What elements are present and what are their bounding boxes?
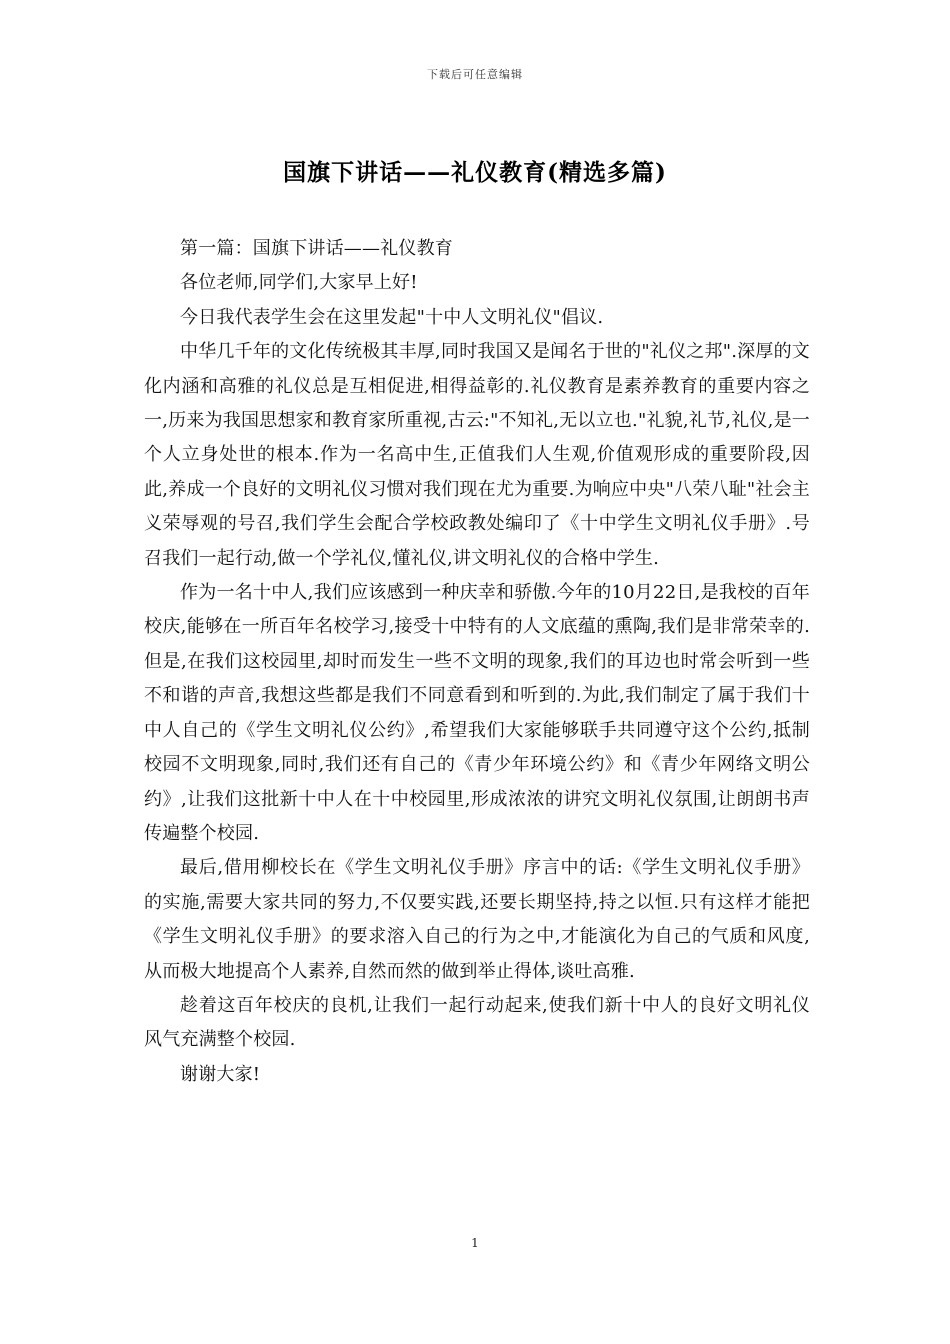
document-body — [144, 232, 810, 1092]
paragraph-initiative: 今日我代表学生会在这里发起"十中人文明礼仪"倡议. — [180, 306, 604, 328]
page-number: 1 — [471, 1236, 479, 1250]
paragraph-greeting: 各位老师,同学们,大家早上好! — [180, 272, 418, 294]
header-note: 下载后可任意编辑 — [427, 68, 523, 81]
paragraph-conclusion: 最后,借用柳校长在《学生文明礼仪手册》序言中的话:《学生文明礼仪手册》的实施,需要大家共同的努力,不仅要实践,还要长期坚持,持之以恒.只有这样才能把《学生文明礼仪手册》的要求溶入自己的行为之中,才能演化为自己的气质和风度,从而极大地提高个人素养,自然而然的做到举止得体,谈吐高雅. — [144, 857, 810, 982]
paragraph-thanks: 谢谢大家! — [180, 1063, 261, 1085]
paragraph-school: 作为一名十中人,我们应该感到一种庆幸和骄傲.今年的10月22日,是我校的百年校庆,能够在一所百年名校学习,接受十中特有的人文底蕴的熏陶,我们是非常荣幸的.但是,在我们这校园里,却时而发生一些不文明的现象,我们的耳边也时常会听到一些不和谐的声音,我想这些都是我们不同意看到和听到的.为此,我们制定了属于我们十中人自己的《学生文明礼仪公约》,希望我们大家能够联手共同遵守这个公约,抵制校园不文明现象,同时,我们还有自己的《青少年环境公约》和《青少年网络文明公约》,让我们这批新十中人在十中校园里,形成浓浓的讲究文明礼仪氛围,让朗朗书声传遍整个校园. — [144, 582, 810, 844]
paragraph-tradition: 中华几千年的文化传统极其丰厚,同时我国又是闻名于世的"礼仪之邦".深厚的文化内涵和高雅的礼仪总是互相促进,相得益彰的.礼仪教育是素养教育的重要内容之一,历来为我国思想家和教育家所重视,古云:"不知礼,无以立也."礼貌,礼节,礼仪,是一个人立身处世的根本.作为一名高中生,正值我们人生观,价值观形成的重要阶段,因此,养成一个良好的文明礼仪习惯对我们现在尤为重要.为响应中央"八荣八耻"社会主义荣辱观的号召,我们学生会配合学校政教处编印了《十中学生文明礼仪手册》.号召我们一起行动,做一个学礼仪,懂礼仪,讲文明礼仪的合格中学生. — [144, 341, 810, 569]
section-heading: 第一篇：国旗下讲话——礼仪教育 — [180, 238, 453, 259]
page-title: 国旗下讲话——礼仪教育(精选多篇) — [283, 159, 667, 186]
paragraph-call-to-action: 趁着这百年校庆的良机,让我们一起行动起来,使我们新十中人的良好文明礼仪风气充满整个校园. — [144, 994, 810, 1051]
